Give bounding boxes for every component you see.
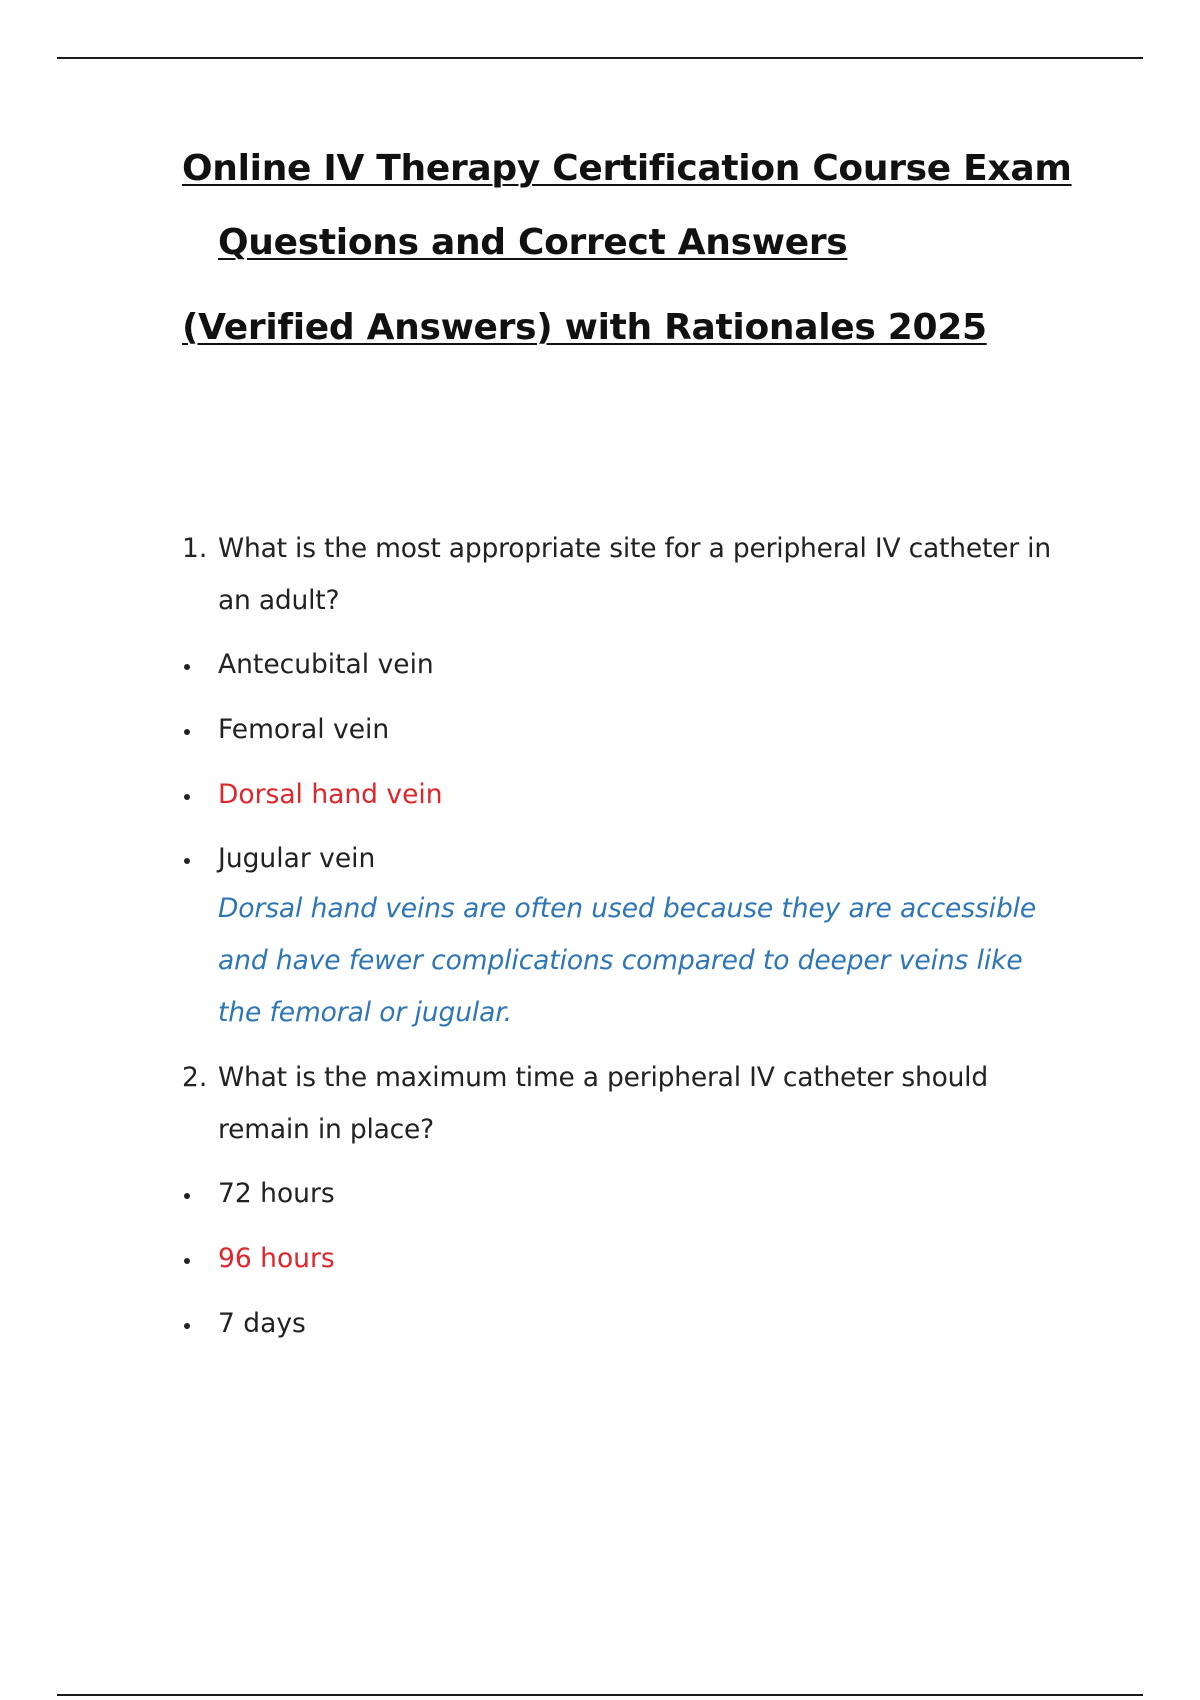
answer-option-label: Jugular vein [218,843,376,874]
bullet-icon [184,1323,190,1329]
title-line-1: Online IV Therapy Certification Course Exam [182,148,1072,189]
bullet-icon [184,858,190,864]
title-line-3: (Verified Answers) with Rationales 2025 [182,307,987,348]
footer-rule [57,1694,1143,1696]
answer-option-label: 7 days [218,1308,306,1339]
rationale-line: the femoral or jugular. [218,997,512,1028]
question-number: 2. [182,1062,208,1093]
title-line-2: Questions and Correct Answers [218,222,848,263]
bullet-icon [184,1258,190,1264]
answer-option-label: 72 hours [218,1178,335,1209]
answer-option-label: Femoral vein [218,714,390,745]
rationale-line: and have fewer complications compared to deeper veins like [218,945,1023,976]
question-text-line: What is the maximum time a peripheral IV catheter should [218,1062,988,1093]
question-text-line: What is the most appropriate site for a peripheral IV catheter in [218,533,1051,564]
question-text-line: an adult? [218,585,340,616]
answer-option-label: 96 hours [218,1243,335,1274]
bullet-icon [184,794,190,800]
answer-option-label: Antecubital vein [218,649,434,680]
question-text-line: remain in place? [218,1114,434,1145]
answer-option-label: Dorsal hand vein [218,779,443,810]
bullet-icon [184,664,190,670]
rationale-line: Dorsal hand veins are often used because they are accessible [218,893,1037,924]
bullet-icon [184,729,190,735]
bullet-icon [184,1193,190,1199]
question-number: 1. [182,533,208,564]
header-rule [57,57,1143,59]
